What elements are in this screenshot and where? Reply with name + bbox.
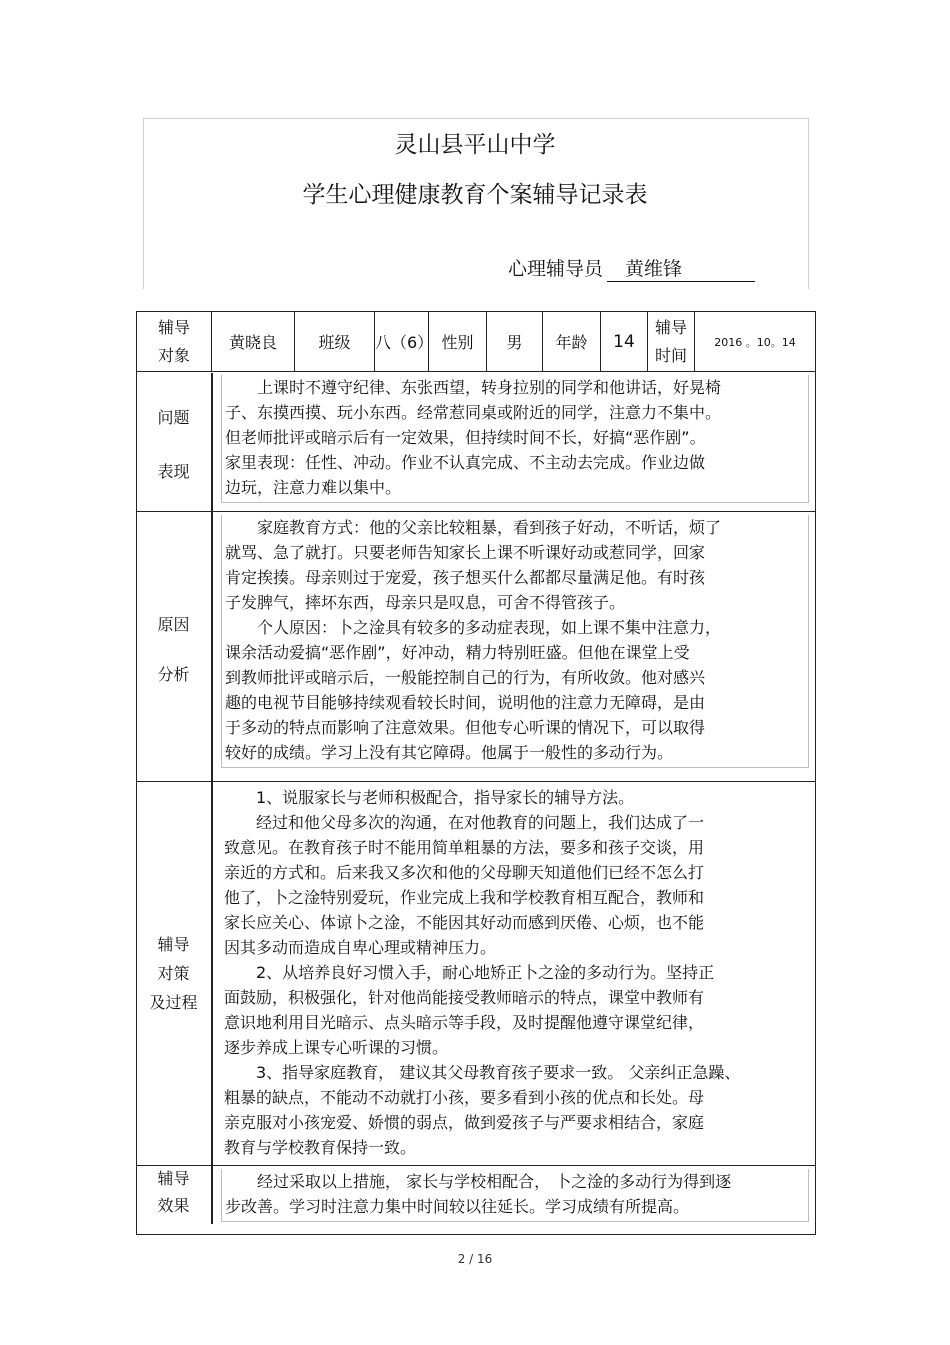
record-table bbox=[136, 311, 816, 1235]
effect-label: 辅导 效果 bbox=[157, 1169, 190, 1215]
problem-row bbox=[137, 372, 816, 512]
problem-label: 问题 表现 bbox=[157, 408, 190, 481]
counselor-name: 黄维锋 bbox=[607, 254, 755, 282]
counselor-label: 心理辅导员 bbox=[508, 258, 604, 280]
student-name: 黄晓良 bbox=[212, 312, 295, 372]
process-cell bbox=[137, 782, 816, 1166]
gender-label: 性别 bbox=[429, 312, 487, 372]
age-value: 14 bbox=[601, 312, 648, 372]
problem-cell bbox=[137, 372, 816, 512]
class-value: 八（6） bbox=[375, 312, 429, 372]
info-row bbox=[137, 312, 816, 372]
problem-text: 上课时不遵守纪律、东张西望，转身拉别的同学和他讲话，好晃椅 子、东摸西摸、玩小东西。经常惹同桌或附近的同学，注意力不集中。 但老师批评或暗示后有一定效果，但持续时间不长，好搞“恶作剧”。 家里表现：任性、冲动。作业不认真完成、不主动去完成。作业边做 边玩，注意力难以集中。 bbox=[221, 375, 809, 503]
cause-row bbox=[137, 512, 816, 782]
counseling-date: 2016 。10。14 bbox=[695, 312, 816, 372]
target-label: 辅导 对象 bbox=[137, 312, 212, 372]
process-text: 1、说服家长与老师积极配合，指导家长的辅导方法。 经过和他父母多次的沟通，在对他教育的问题上，我们达成了一 致意见。在教育孩子时不能用简单粗暴的方法，要多和孩子交谈，用 亲近的方式和。后来我又多次和他的父母聊天知道他们已经不怎么打 他了，卜之淦特别爱玩，作业完成上我和学校教育相互配合，教师和 家长应关心、体谅卜之淦，不能因其好动而感到厌倦、心烦，也不能 因其多动而造成自卑心理或精神压力。 2、从培养良好习惯入手，耐心地矫正卜之淦的多动行为。坚持正 面鼓励，积极强化，针对他尚能接受教师暗示的特点，课堂中教师有 意识地利用目光暗示、点头暗示等手段，及时提醒他遵守课堂纪律， 逐步养成上课专心听课的习惯。 3、指导家庭教育， 建议其父母教育孩子要求一致。 父亲纠正急躁、 粗暴的缺点，不能动不动就打小孩，要多看到小孩的优点和长处。母 亲克服对小孩宠爱、娇惯的弱点，做到爱孩子与严要求相结合，家庭 教育与学校教育保持一致。 bbox=[224, 788, 741, 1157]
time-label: 辅导 时间 bbox=[648, 312, 695, 372]
cause-label: 原因 分析 bbox=[157, 615, 190, 684]
page-number: 2 / 16 bbox=[457, 1252, 493, 1266]
cause-cell bbox=[137, 512, 816, 782]
label-column-divider bbox=[211, 373, 213, 1224]
effect-cell bbox=[137, 1166, 816, 1235]
form-title: 学生心理健康教育个案辅导记录表 bbox=[302, 182, 648, 208]
effect-text: 经过采取以上措施， 家长与学校相配合， 卜之淦的多动行为得到逐 步改善。学习时注意力集中时间较以往延长。学习成绩有所提高。 bbox=[221, 1169, 809, 1222]
class-label: 班级 bbox=[295, 312, 375, 372]
gender-value: 男 bbox=[487, 312, 543, 372]
school-name: 灵山县平山中学 bbox=[394, 132, 556, 158]
cause-text: 家庭教育方式：他的父亲比较粗暴，看到孩子好动，不听话，烦了 就骂、急了就打。只要老师告知家长上课不听课好动或惹同学，回家 肯定挨揍。母亲则过于宠爱，孩子想买什么都都尽量满足他。有时孩 子发脾气，摔坏东西，母亲只是叹息，可舍不得管孩子。 个人原因：卜之淦具有较多的多动症表现，如上课不集中注意力， 课余活动爱搞“恶作剧”，好冲动，精力特别旺盛。但他在课堂上受 到教师批评或暗示后，一般能控制自己的行为，有所收敛。他对感兴 趣的电视节目能够持续观看较长时间，说明他的注意力无障碍，是由 于多动的特点而影响了注意效果。但他专心听课的情况下，可以取得 较好的成绩。学习上没有其它障碍。他属于一般性的多动行为。 bbox=[221, 515, 809, 768]
process-row bbox=[137, 782, 816, 1166]
counselor-line bbox=[508, 254, 755, 282]
age-label: 年龄 bbox=[543, 312, 601, 372]
effect-row bbox=[137, 1166, 816, 1235]
process-label: 辅导 对策 及过程 bbox=[149, 935, 198, 1012]
